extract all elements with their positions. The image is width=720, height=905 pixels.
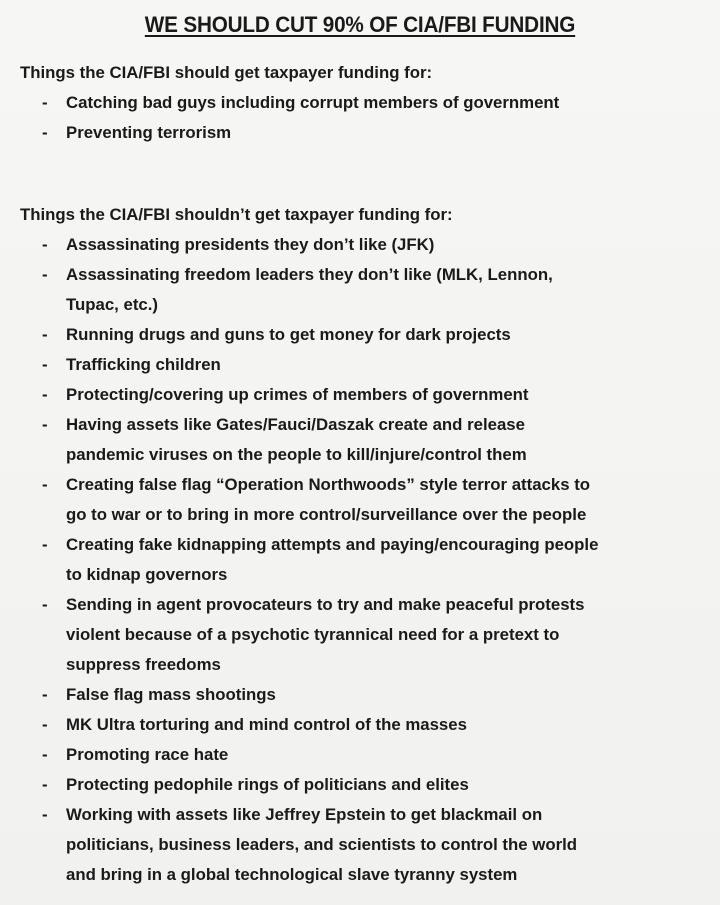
list-item-text: Protecting pedophile rings of politicians and elites	[66, 775, 469, 794]
document-title-text: WE SHOULD CUT 90% OF CIA/FBI FUNDING	[144, 12, 576, 37]
list-item-text: and bring in a global technological slave tyranny system	[66, 865, 518, 884]
list-item-text: to kidnap governors	[66, 565, 228, 584]
list-item-text: MK Ultra torturing and mind control of the masses	[66, 715, 467, 734]
list-item-text: Protecting/covering up crimes of members of government	[66, 385, 529, 404]
bullet-dash: -	[42, 595, 48, 614]
list-item-text: Creating fake kidnapping attempts and paying/encouraging people	[66, 535, 599, 554]
should-fund-list	[20, 88, 710, 148]
bullet-dash: -	[42, 123, 48, 142]
list-item-text: Preventing terrorism	[66, 123, 232, 142]
list-item-text: Promoting race hate	[66, 745, 229, 764]
bullet-dash: -	[42, 415, 48, 434]
list-item-text: Assassinating presidents they don’t like (JFK)	[66, 235, 435, 254]
list-item-text: violent because of a psychotic tyrannical need for a pretext to	[66, 625, 560, 644]
list-item	[20, 350, 710, 380]
shouldnt-fund-section	[20, 200, 710, 890]
list-item-text: Assassinating freedom leaders they don’t like (MLK, Lennon,	[66, 265, 553, 284]
bullet-dash: -	[42, 385, 48, 404]
should-fund-section	[20, 58, 710, 148]
should-fund-heading: Things the CIA/FBI should get taxpayer funding for:	[20, 63, 433, 82]
list-item	[20, 380, 710, 410]
list-item	[20, 230, 710, 260]
list-item-text: Tupac, etc.)	[66, 295, 159, 314]
bullet-dash: -	[42, 325, 48, 344]
list-item	[20, 740, 710, 770]
list-item	[20, 770, 710, 800]
list-item	[20, 800, 710, 890]
bullet-dash: -	[42, 265, 48, 284]
document-title	[29, 12, 691, 38]
list-item-text: go to war or to bring in more control/surveillance over the people	[66, 505, 587, 524]
list-item-text: Catching bad guys including corrupt members of government	[66, 93, 560, 112]
shouldnt-fund-list	[20, 230, 710, 890]
list-item	[20, 710, 710, 740]
bullet-dash: -	[42, 805, 48, 824]
list-item-text: Running drugs and guns to get money for dark projects	[66, 325, 511, 344]
list-item-text: politicians, business leaders, and scientists to control the world	[66, 835, 578, 854]
list-item-text: False flag mass shootings	[66, 685, 276, 704]
bullet-dash: -	[42, 93, 48, 112]
list-item-text: suppress freedoms	[66, 655, 221, 674]
list-item-text: Working with assets like Jeffrey Epstein to get blackmail on	[66, 805, 543, 824]
list-item	[20, 118, 710, 148]
shouldnt-fund-heading: Things the CIA/FBI shouldn’t get taxpayer funding for:	[20, 205, 453, 224]
list-item	[20, 530, 710, 590]
list-item	[20, 680, 710, 710]
bullet-dash: -	[42, 235, 48, 254]
list-item-text: Trafficking children	[66, 355, 221, 374]
bullet-dash: -	[42, 745, 48, 764]
list-item	[20, 410, 710, 470]
list-item-text: Having assets like Gates/Fauci/Daszak create and release	[66, 415, 525, 434]
list-item-text: pandemic viruses on the people to kill/injure/control them	[66, 445, 527, 464]
list-item	[20, 88, 710, 118]
list-item	[20, 590, 710, 680]
list-item-text: Sending in agent provocateurs to try and make peaceful protests	[66, 595, 585, 614]
bullet-dash: -	[42, 775, 48, 794]
bullet-dash: -	[42, 355, 48, 374]
list-item	[20, 260, 710, 320]
list-item-text: Creating false flag “Operation Northwoods” style terror attacks to	[66, 475, 591, 494]
bullet-dash: -	[42, 475, 48, 494]
list-item	[20, 320, 710, 350]
bullet-dash: -	[42, 715, 48, 734]
bullet-dash: -	[42, 685, 48, 704]
bullet-dash: -	[42, 535, 48, 554]
list-item	[20, 470, 710, 530]
